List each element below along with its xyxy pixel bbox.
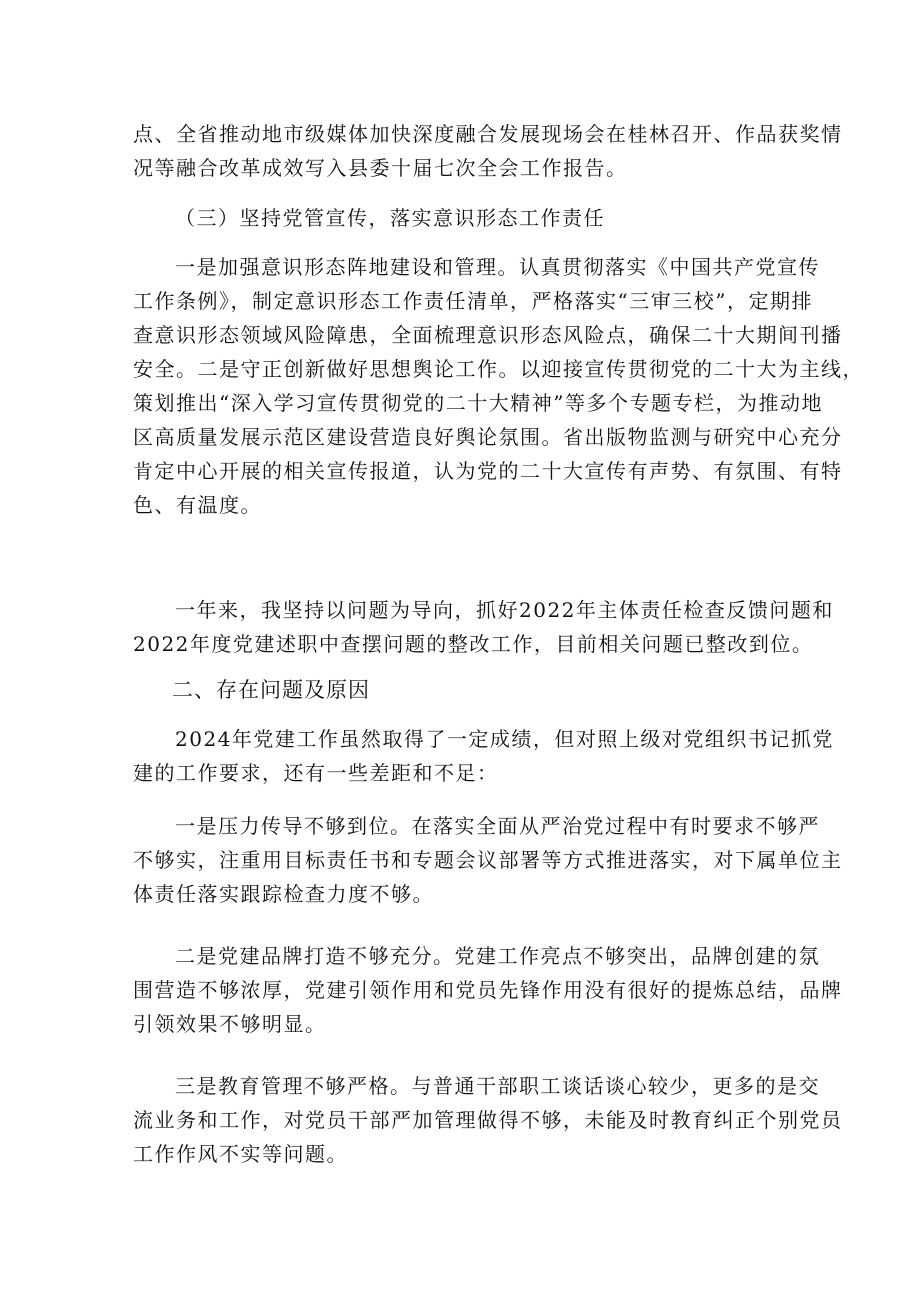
text-line: 策划推出“深入学习宣传贯彻党的二十大精神”等多个专题专栏，为推动地: [133, 391, 823, 415]
text-line: 围营造不够浓厚，党建引领作用和党员先锋作用没有很好的提炼总结，品牌: [133, 978, 843, 1002]
text-line: 一是加强意识形态阵地建设和管理。认真贯彻落实《中国共产党宣传: [175, 255, 820, 279]
text-line: 一年来，我坚持以问题为导向，抓好2022年主体责任检查反馈问题和: [175, 598, 834, 622]
text-line: 2024年党建工作虽然取得了一定成绩，但对照上级对党组织书记抓党: [175, 727, 834, 751]
text-line: 区高质量发展示范区建设营造良好舆论氛围。省出版物监测与研究中心充分: [133, 425, 843, 449]
text-line: 二是党建品牌打造不够充分。党建工作亮点不够突出，品牌创建的氛: [175, 944, 820, 968]
section-heading-2: 二、存在问题及原因: [172, 678, 370, 702]
text-line: 工作条例》，制定意识形态工作责任清单，严格落实“三审三校”，定期排: [133, 289, 813, 313]
text-line: 况等融合改革成效写入县委十届七次全会工作报告。: [133, 156, 628, 180]
text-line: 色、有温度。: [133, 493, 262, 517]
text-line: 不够实，注重用目标责任书和专题会议部署等方式推进落实，对下属单位主: [133, 848, 843, 872]
text-line: 安全。二是守正创新做好思想舆论工作。以迎接宣传贯彻党的二十大为主线，: [133, 357, 864, 381]
section-heading-3: [0, 201, 605, 235]
paragraph-issue-2: [0, 939, 843, 1041]
paragraph-intro-issues: [0, 722, 834, 790]
text-line: 建的工作要求，还有一些差距和不足：: [133, 761, 499, 785]
text-line: 三是教育管理不够严格。与普通干部职工谈话谈心较少，更多的是交: [175, 1074, 820, 1098]
text-line: 肯定中心开展的相关宣传报道，认为党的二十大宣传有声势、有氛围、有特: [133, 459, 843, 483]
paragraph-problem-orientation: [0, 593, 834, 661]
text-line: 一是压力传导不够到位。在落实全面从严治党过程中有时要求不够严: [175, 814, 820, 838]
paragraph-issue-3: [0, 1069, 843, 1171]
text-line: 体责任落实跟踪检查力度不够。: [133, 882, 434, 906]
paragraph-continuation: [0, 117, 843, 185]
paragraph-ideology: [0, 250, 864, 522]
paragraph-issue-1: [0, 809, 843, 911]
text-line: 引领效果不够明显。: [133, 1012, 327, 1036]
text-line: 点、全省推动地市级媒体加快深度融合发展现场会在桂林召开、作品获奖情: [133, 122, 843, 146]
text-line: 工作作风不实等问题。: [133, 1142, 348, 1166]
text-line: 流业务和工作，对党员干部严加管理做得不够，未能及时教育纠正个别党员: [133, 1108, 843, 1132]
text-line: 2022年度党建述职中查摆问题的整改工作，目前相关问题已整改到位。: [133, 632, 814, 656]
text-line: 查意识形态领域风险障患，全面梳理意识形态风险点，确保二十大期间刊播: [133, 323, 843, 347]
text-line: （三）坚持党管宣传，落实意识形态工作责任: [175, 206, 605, 230]
